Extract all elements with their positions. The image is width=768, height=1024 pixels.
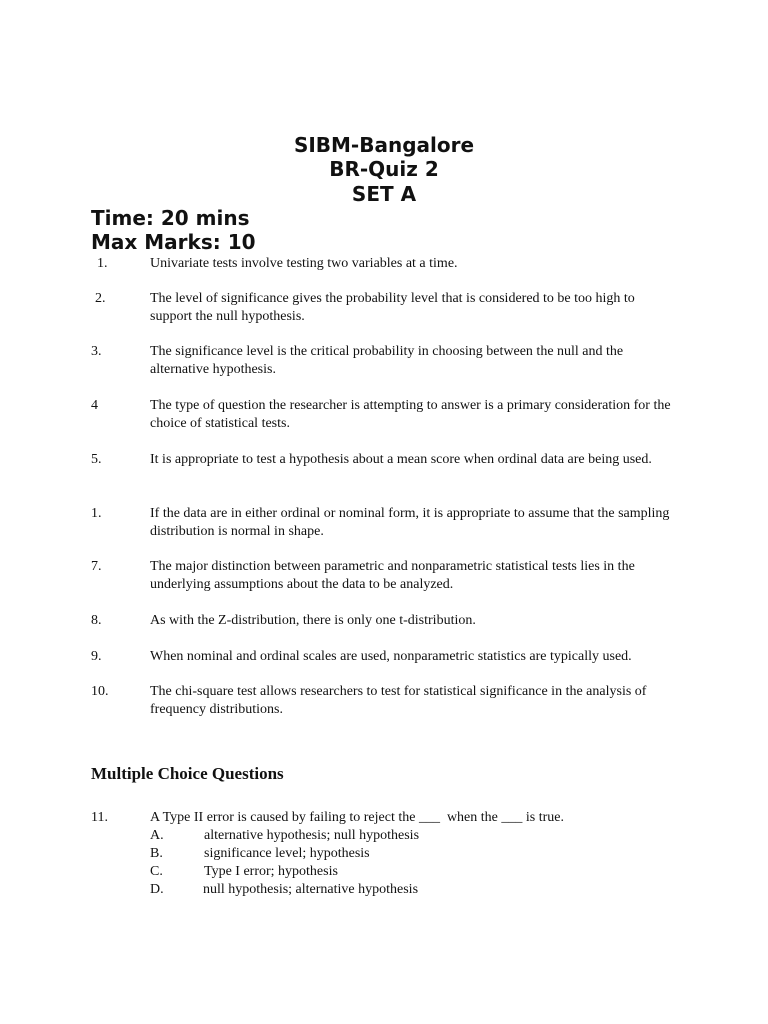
question-text: The chi-square test allows researchers to test for statistical significance in the analysis of frequency distributions. <box>150 684 647 717</box>
question-number: 7. <box>91 559 102 574</box>
question-number: 4 <box>91 398 98 413</box>
institute-title: SIBM-Bangalore <box>293 133 475 157</box>
question-text: The significance level is the critical probability in choosing between the null and the alternative hypothesis. <box>150 344 624 377</box>
question-number: 10. <box>91 684 109 699</box>
question-number: 1. <box>91 506 102 521</box>
quiz-title: BR-Quiz 2 <box>329 157 439 181</box>
option-letter-b: B. <box>150 846 163 861</box>
question-text: Univariate tests involve testing two variables at a time. <box>150 256 458 271</box>
option-text-c: Type I error; hypothesis <box>204 864 338 879</box>
question-text: If the data are in either ordinal or nominal form, it is appropriate to assume that the sampling distribution is normal in shape. <box>150 506 670 539</box>
set-title: SET A <box>351 182 417 206</box>
option-letter-a: A. <box>150 828 164 843</box>
mcq-heading: Multiple Choice Questions <box>91 764 284 783</box>
question-number: 9. <box>91 649 102 664</box>
question-text: It is appropriate to test a hypothesis about a mean score when ordinal data are being used. <box>150 452 652 467</box>
question-text: The major distinction between parametric and nonparametric statistical tests lies in the underlying assumptions about the data to be analyzed. <box>150 559 635 592</box>
option-letter-c: C. <box>150 864 163 879</box>
question-text: When nominal and ordinal scales are used, nonparametric statistics are typically used. <box>150 649 632 664</box>
question-number: 8. <box>91 613 102 628</box>
time-label: Time: 20 mins <box>91 206 250 230</box>
question-number: 2. <box>95 291 106 306</box>
option-text-d: null hypothesis; alternative hypothesis <box>203 882 419 897</box>
option-text-b: significance level; hypothesis <box>204 846 370 861</box>
question-text: As with the Z-distribution, there is only one t-distribution. <box>150 613 476 628</box>
option-text-a: alternative hypothesis; null hypothesis <box>204 828 420 843</box>
question-text: A Type II error is caused by failing to reject the ___ when the ___ is true. <box>150 810 564 825</box>
question-number: 5. <box>91 452 102 467</box>
question-number: 11. <box>91 810 108 825</box>
question-number: 1. <box>97 256 108 271</box>
option-letter-d: D. <box>150 882 164 897</box>
question-number: 3. <box>91 344 102 359</box>
max-marks-label: Max Marks: 10 <box>91 230 256 254</box>
question-text: The type of question the researcher is attempting to answer is a primary consideration for the choice of statistical tests. <box>150 398 671 431</box>
question-text: The level of significance gives the probability level that is considered to be too high to support the null hypothesis. <box>150 291 635 324</box>
